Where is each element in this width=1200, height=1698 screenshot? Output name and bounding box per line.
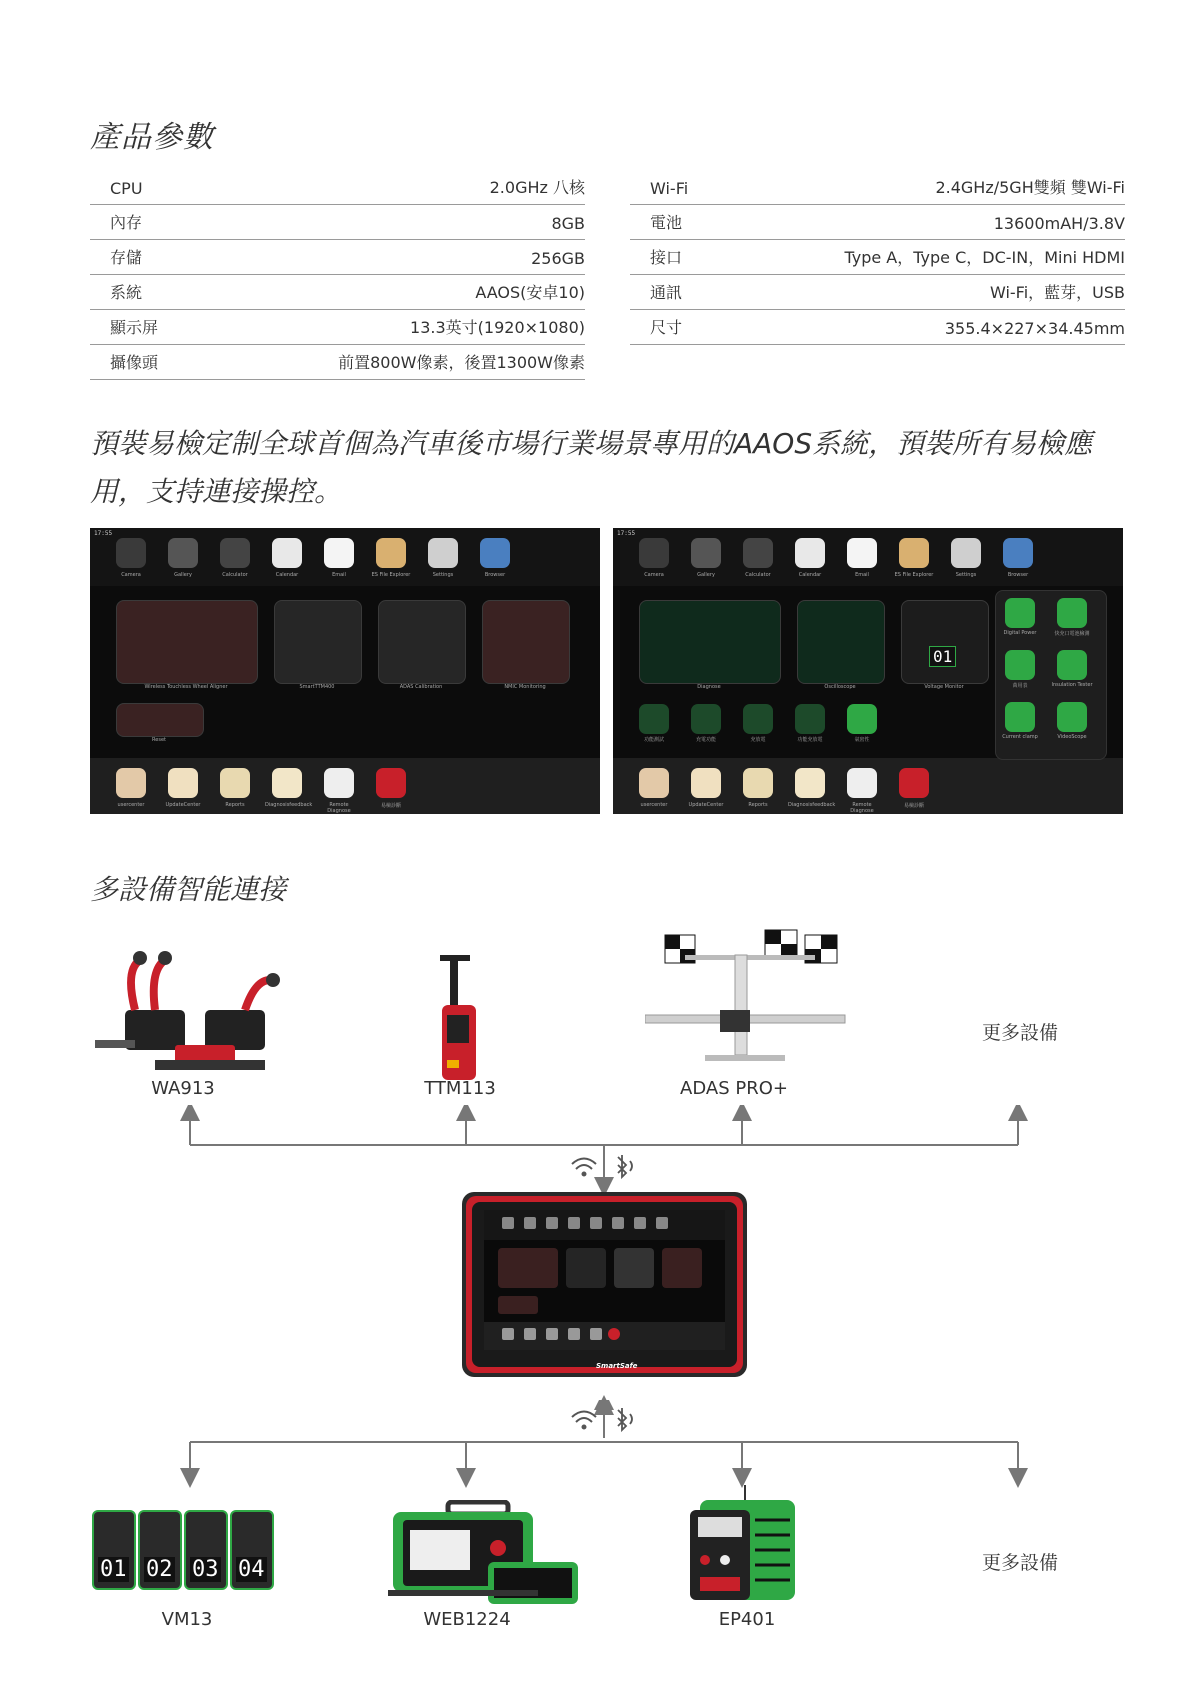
tool-label: 快充口電池檢測 — [1054, 631, 1090, 637]
app-label: Camera — [644, 572, 664, 578]
spec-key: 系統 — [110, 283, 143, 302]
spec-value: 13.3英寸(1920×1080) — [410, 318, 585, 337]
spec-table-left — [90, 170, 585, 380]
spec-value: 355.4×227×34.45mm — [944, 319, 1125, 338]
adas-pro-image — [645, 925, 855, 1075]
app-label: Browser — [484, 572, 506, 578]
dock-icon[interactable] — [691, 768, 721, 798]
dock-label: Diagnosisfeedback — [265, 802, 313, 808]
tablet-brand: SmartSafe — [596, 1362, 638, 1370]
spec-key: 通訊 — [650, 283, 683, 302]
status-time: 17:55 — [94, 530, 113, 537]
vm13-module — [184, 1510, 228, 1590]
app-icon[interactable] — [376, 538, 406, 568]
connect-title: 多設備智能連接 — [90, 873, 287, 906]
card-label: SmartTTM400 — [299, 684, 335, 690]
wifi-icon — [572, 1412, 596, 1429]
spec-row — [630, 240, 1125, 275]
function-label: 充放電 — [750, 737, 766, 743]
function-icon[interactable] — [847, 704, 877, 734]
dock-icon[interactable] — [116, 768, 146, 798]
app-card[interactable] — [639, 600, 781, 684]
app-label: ES File Explorer — [894, 572, 934, 578]
app-icon[interactable] — [1003, 538, 1033, 568]
app-icon[interactable] — [743, 538, 773, 568]
card-label: NMIC Monitoring — [504, 684, 546, 690]
dock-icon[interactable] — [847, 768, 877, 798]
spec-key: 攝像頭 — [110, 353, 159, 372]
vm13-module — [92, 1510, 136, 1590]
spec-row — [90, 170, 585, 205]
specs-title: 產品參數 — [90, 120, 214, 155]
tool-label: 萬用表 — [1012, 683, 1028, 689]
spec-key: 接口 — [650, 248, 683, 267]
app-label: Calculator — [222, 572, 248, 578]
app-icon[interactable] — [691, 538, 721, 568]
bluetooth-icon — [618, 1408, 632, 1430]
dock-label: 易檢診斷 — [903, 803, 924, 809]
tool-icon[interactable] — [1005, 598, 1035, 628]
tool-label: Current clamp — [1002, 734, 1038, 740]
spec-key: Wi-Fi — [650, 179, 689, 198]
vm13-module — [138, 1510, 182, 1590]
dock-icon[interactable] — [899, 768, 929, 798]
app-icon[interactable] — [951, 538, 981, 568]
spec-value: 13600mAH/3.8V — [993, 214, 1125, 233]
spec-row — [90, 240, 585, 275]
tool-icon[interactable] — [1057, 650, 1087, 680]
app-icon[interactable] — [899, 538, 929, 568]
tagline: 預裝易檢定制全球首個為汽車後市場行業場景專用的AAOS系統，預裝所有易檢應用，支持連接操控。 — [90, 427, 1093, 508]
dock-label: 易檢診斷 — [380, 803, 401, 809]
connector-diagram-bottom — [0, 1400, 1200, 1520]
screenshot-right — [613, 528, 1123, 814]
app-label: Browser — [1007, 572, 1029, 578]
dock-label: Remote Diagnose — [850, 802, 874, 814]
ttm113-image — [430, 950, 490, 1090]
app-icon[interactable] — [639, 538, 669, 568]
device-label-vm13: VM13 — [161, 1609, 213, 1630]
app-icon[interactable] — [324, 538, 354, 568]
dock-label: Reports — [748, 802, 768, 808]
tool-icon[interactable] — [1005, 702, 1035, 732]
app-label: Settings — [432, 572, 454, 578]
spec-value: 2.4GHz/5GH雙頻 雙Wi-Fi — [935, 178, 1125, 197]
tool-icon[interactable] — [1005, 650, 1035, 680]
app-label: Gallery — [697, 572, 715, 578]
spec-row — [630, 310, 1125, 345]
app-label: ES File Explorer — [371, 572, 411, 578]
app-label: Email — [332, 572, 346, 578]
web1224-image — [388, 1500, 578, 1610]
vm13-digits: 02 — [146, 1557, 173, 1582]
dock-label: Diagnosisfeedback — [788, 802, 836, 808]
spec-value: 前置800W像素，後置1300W像素 — [338, 353, 585, 372]
bluetooth-icon — [618, 1155, 632, 1177]
app-card[interactable] — [274, 600, 362, 684]
app-label: Calculator — [745, 572, 771, 578]
app-card[interactable] — [116, 703, 204, 737]
app-icon[interactable] — [116, 538, 146, 568]
vm13-digits: 01 — [100, 1557, 127, 1582]
spec-row — [630, 205, 1125, 240]
app-label: Camera — [121, 572, 141, 578]
card-label: Oscilloscope — [824, 684, 856, 690]
spec-value: Type A，Type C，DC-IN，Mini HDMI — [844, 248, 1125, 267]
function-label: 氣密性 — [854, 737, 870, 743]
spec-row — [630, 170, 1125, 205]
function-icon[interactable] — [639, 704, 669, 734]
dock-icon[interactable] — [795, 768, 825, 798]
app-card[interactable] — [901, 600, 989, 684]
device-label-adas-pro: ADAS PRO+ — [680, 1078, 788, 1099]
dock-label: UpdateCenter — [165, 802, 201, 808]
wa913-image — [95, 940, 295, 1090]
dock-icon[interactable] — [376, 768, 406, 798]
function-label: 充電功能 — [695, 737, 716, 743]
device-label-ep401: EP401 — [718, 1609, 776, 1630]
spec-key: CPU — [110, 179, 143, 198]
dock-label: UpdateCenter — [688, 802, 724, 808]
more-devices-top: 更多設備 — [982, 1022, 1059, 1044]
status-time: 17:55 — [617, 530, 636, 537]
function-icon[interactable] — [795, 704, 825, 734]
tool-icon[interactable] — [1057, 598, 1087, 628]
dock-label: Remote Diagnose — [327, 802, 351, 814]
tool-label: Digital Power — [1003, 630, 1037, 636]
app-card[interactable] — [482, 600, 570, 684]
vm13-module — [230, 1510, 274, 1590]
app-icon[interactable] — [795, 538, 825, 568]
card-label: ADAS Calibration — [399, 684, 443, 690]
app-icon[interactable] — [272, 538, 302, 568]
app-label: Calendar — [275, 572, 299, 578]
spec-row — [90, 345, 585, 380]
card-label: Reset — [152, 737, 166, 743]
spec-row — [90, 310, 585, 345]
card-label: Wireless Touchless Wheel Aligner — [144, 684, 228, 690]
app-icon[interactable] — [168, 538, 198, 568]
function-icon[interactable] — [691, 704, 721, 734]
screenshot-left — [90, 528, 600, 814]
spec-key: 尺寸 — [650, 318, 683, 337]
spec-value: 2.0GHz 八核 — [489, 178, 585, 197]
app-label: Gallery — [174, 572, 192, 578]
app-label: Settings — [955, 572, 977, 578]
spec-key: 顯示屏 — [110, 318, 159, 337]
spec-value: 8GB — [551, 214, 585, 233]
dock-icon[interactable] — [168, 768, 198, 798]
dock-icon[interactable] — [639, 768, 669, 798]
spec-table-right — [630, 170, 1125, 345]
spec-key: 存儲 — [110, 248, 143, 267]
spec-row — [90, 275, 585, 310]
card-label: Diagnose — [697, 684, 721, 690]
function-icon[interactable] — [743, 704, 773, 734]
dock-label: usercenter — [640, 802, 668, 808]
dock-icon[interactable] — [272, 768, 302, 798]
spec-value: AAOS(安卓10) — [475, 283, 585, 302]
spec-key: 電池 — [650, 213, 683, 232]
card-label: Voltage Monitor — [924, 684, 964, 690]
app-label: Calendar — [798, 572, 822, 578]
dock-label: usercenter — [117, 802, 145, 808]
function-label: 功能充放電 — [797, 737, 823, 743]
tablet-image — [462, 1192, 747, 1377]
function-label: 功能測試 — [643, 737, 664, 743]
vm13-image — [92, 1510, 292, 1592]
app-label: Email — [855, 572, 869, 578]
spec-key: 內存 — [110, 213, 143, 232]
ep401-image — [690, 1485, 805, 1610]
more-devices-bottom: 更多設備 — [982, 1552, 1059, 1574]
vm13-digits: 04 — [238, 1557, 265, 1582]
device-label-wa913: WA913 — [151, 1078, 215, 1099]
device-label-web1224: WEB1224 — [423, 1609, 511, 1630]
app-card[interactable] — [116, 600, 258, 684]
app-icon[interactable] — [428, 538, 458, 568]
spec-row — [90, 205, 585, 240]
vm13-digits: 03 — [192, 1557, 219, 1582]
meter-digits: 01 — [929, 646, 956, 667]
dock-label: Reports — [225, 802, 245, 808]
spec-row — [630, 275, 1125, 310]
tool-label: VideoScope — [1057, 734, 1087, 740]
dock-icon[interactable] — [324, 768, 354, 798]
wifi-icon — [572, 1159, 596, 1176]
app-card[interactable] — [378, 600, 466, 684]
tool-label: Insulation Tester — [1051, 682, 1093, 688]
spec-value: 256GB — [531, 249, 585, 268]
app-icon[interactable] — [220, 538, 250, 568]
dock-icon[interactable] — [743, 768, 773, 798]
dock-icon[interactable] — [220, 768, 250, 798]
app-card[interactable] — [797, 600, 885, 684]
app-icon[interactable] — [480, 538, 510, 568]
app-icon[interactable] — [847, 538, 877, 568]
tool-icon[interactable] — [1057, 702, 1087, 732]
device-label-ttm113: TTM113 — [424, 1078, 496, 1099]
spec-value: Wi-Fi，藍芽，USB — [989, 283, 1125, 302]
